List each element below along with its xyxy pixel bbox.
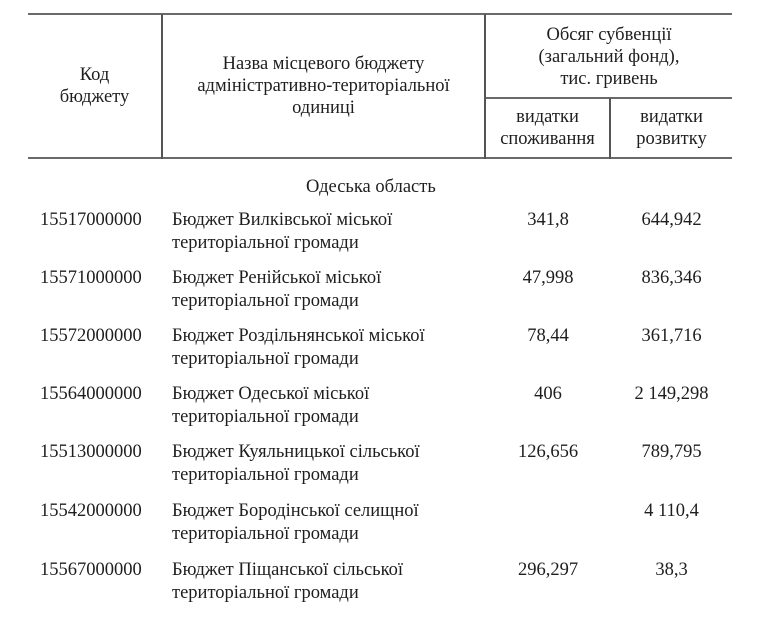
- header-code-line: бюджету: [59, 87, 130, 107]
- budget-name-line: територіальної громади: [172, 291, 359, 311]
- table-row: [0, 267, 784, 325]
- header-consumption: [486, 99, 609, 157]
- header-volume-line: Обсяг субвенції: [546, 25, 672, 45]
- header-consumption-line: споживання: [500, 129, 595, 149]
- header-name: [163, 15, 484, 157]
- budget-name-line: територіальної громади: [172, 233, 359, 253]
- budget-name: [172, 383, 482, 429]
- budget-code: 15571000000: [40, 268, 142, 288]
- development-value: 836,346: [641, 268, 702, 288]
- budget-name-line: Бюджет Ренійської міської: [172, 268, 382, 288]
- budget-name: [172, 559, 482, 605]
- consumption-value: 78,44: [527, 326, 569, 346]
- budget-code: 15517000000: [40, 210, 142, 230]
- development-value: 361,716: [641, 326, 702, 346]
- consumption-value: 406: [534, 384, 562, 404]
- development-value: 644,942: [641, 210, 702, 230]
- budget-name-line: Бюджет Бородінської селищної: [172, 501, 419, 521]
- consumption-value: 47,998: [522, 268, 574, 288]
- header-bottom-rule: [28, 157, 732, 159]
- budget-name-line: Бюджет Одеської міської: [172, 384, 370, 404]
- header-development: [611, 99, 732, 157]
- budget-name-line: територіальної громади: [172, 407, 359, 427]
- development-value: 38,3: [655, 560, 688, 580]
- consumption-value: 296,297: [517, 560, 579, 580]
- table-row: [0, 209, 784, 267]
- budget-code: 15542000000: [40, 501, 142, 521]
- development-value: 789,795: [641, 442, 702, 462]
- header-code-line: Код: [79, 65, 110, 85]
- development-value: 2 149,298: [634, 384, 709, 404]
- budget-name-line: Бюджет Піщанської сільської: [172, 560, 404, 580]
- budget-name-line: територіальної громади: [172, 465, 359, 485]
- header-development-line: розвитку: [636, 129, 707, 149]
- header-development-line: видатки: [640, 107, 703, 127]
- consumption-value: 126,656: [517, 442, 579, 462]
- header-consumption-line: видатки: [516, 107, 579, 127]
- consumption-value: 341,8: [527, 210, 569, 230]
- budget-name-line: Бюджет Роздільнянської міської: [172, 326, 425, 346]
- table-row: [0, 441, 784, 499]
- budget-name-line: територіальної громади: [172, 583, 359, 603]
- table-row: [0, 559, 784, 617]
- budget-code: 15572000000: [40, 326, 142, 346]
- development-value: 4 110,4: [644, 501, 699, 521]
- budget-name-line: територіальної громади: [172, 349, 359, 369]
- header-name-line: Назва місцевого бюджету: [222, 54, 425, 74]
- budget-name: [172, 209, 482, 255]
- budget-name-line: територіальної громади: [172, 524, 359, 544]
- budget-name-line: Бюджет Вилківської міської: [172, 210, 393, 230]
- region-label: Одеська область: [306, 177, 436, 197]
- header-name-line: одиниці: [292, 98, 355, 118]
- budget-name: [172, 500, 482, 546]
- budget-name: [172, 267, 482, 313]
- budget-code: 15564000000: [40, 384, 142, 404]
- header-code: [28, 15, 161, 157]
- table-row: [0, 500, 784, 558]
- header-volume-line: тис. гривень: [560, 69, 658, 89]
- header-volume-line: (загальний фонд),: [538, 47, 680, 67]
- budget-code: 15567000000: [40, 560, 142, 580]
- budget-code: 15513000000: [40, 442, 142, 462]
- budget-name: [172, 325, 482, 371]
- budget-name: [172, 441, 482, 487]
- budget-name-line: Бюджет Куяльницької сільської: [172, 442, 420, 462]
- header-name-line: адміністративно-територіальної: [197, 76, 450, 96]
- table-row: [0, 325, 784, 383]
- header-volume: [486, 17, 732, 97]
- table-row: [0, 383, 784, 441]
